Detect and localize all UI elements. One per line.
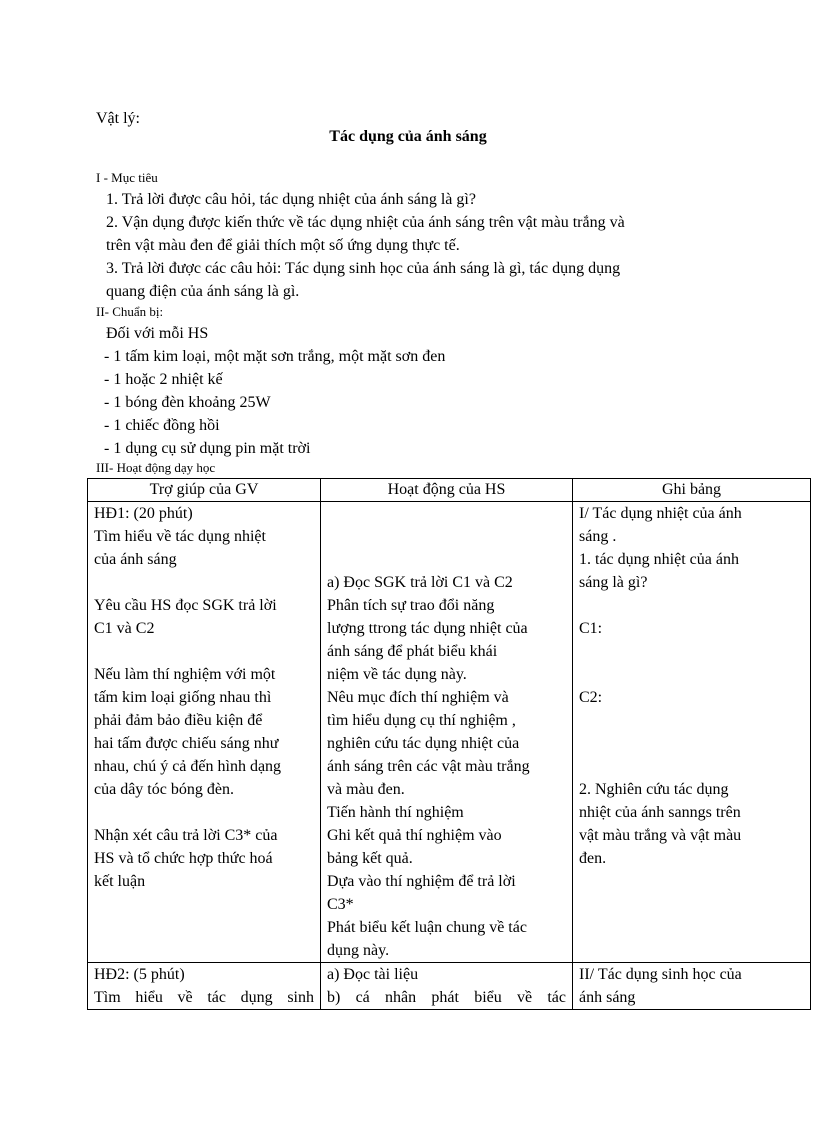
- row1-gb-spacer: [579, 732, 804, 755]
- row1-gv-line: C1 và C2: [94, 620, 155, 637]
- row1-gv-line: của dây tóc bóng đèn.: [94, 781, 234, 798]
- row1-gv-spacer: [94, 801, 314, 824]
- objective-line-1: 1. Trả lời được câu hỏi, tác dụng nhiệt của ánh sáng là gì?: [106, 191, 476, 208]
- header-gv: Trợ giúp của GV: [88, 479, 321, 502]
- row1-gv-line: nhau, chú ý cả đến hình dạng: [94, 758, 282, 775]
- row1-hs-line: ánh sáng để phát biểu khái: [327, 643, 498, 660]
- row1-hs-line: bảng kết quả.: [327, 850, 413, 867]
- prep-line-5: - 1 chiếc đồng hồi: [104, 417, 220, 434]
- row1-gv-spacer: [94, 571, 314, 594]
- row1-hs-line: và màu đen.: [327, 781, 405, 798]
- row1-gv-line: HS và tổ chức hợp thức hoá: [94, 850, 273, 867]
- prep-line-6: - 1 dụng cụ sử dụng pin mặt trời: [104, 440, 311, 457]
- objective-line-3: trên vật màu đen để giải thích một số ứng dụng thực tế.: [106, 237, 460, 254]
- row1-gv-line: Tìm hiểu về tác dụng nhiệt: [94, 528, 266, 545]
- row1-hs-spacer: [327, 502, 566, 525]
- row1-hs-line: Dựa vào thí nghiệm để trả lời: [327, 873, 516, 890]
- row1-hs-line: Phân tích sự trao đổi năng: [327, 597, 495, 614]
- header-gb: Ghi bảng: [573, 479, 811, 502]
- row2-gv-cell: [88, 963, 321, 1010]
- objective-line-5: quang điện của ánh sáng là gì.: [106, 283, 300, 300]
- row1-hs-line: Phát biểu kết luận chung về tác: [327, 919, 527, 936]
- prep-line-4: - 1 bóng đèn khoảng 25W: [104, 394, 271, 411]
- row1-gb-line: vật màu trắng và vật màu: [579, 827, 742, 844]
- row1-gv-spacer: [94, 640, 314, 663]
- objective-line-4: 3. Trả lời được các câu hỏi: Tác dụng sinh học của ánh sáng là gì, tác dụng dụng: [106, 260, 621, 277]
- row2-hs-line: b) cá nhân phát biểu về tác: [327, 989, 566, 1006]
- row1-gv-line: phải đảm bảo điều kiện để: [94, 712, 263, 729]
- row1-gb-line: C1:: [579, 620, 603, 637]
- row1-gb-line: C2:: [579, 689, 603, 706]
- row1-gb-cell: [573, 502, 811, 963]
- row2-gb-line: II/ Tác dụng sinh học của: [579, 966, 742, 983]
- row1-gb-line: sáng .: [579, 528, 617, 545]
- row1-gb-spacer: [579, 594, 804, 617]
- row1-hs-line: C3*: [327, 896, 354, 913]
- row1-gb-spacer: [579, 640, 804, 663]
- row1-gb-line: 2. Nghiên cứu tác dụng: [579, 781, 729, 798]
- row1-hs-line: tìm hiểu dụng cụ thí nghiệm ,: [327, 712, 516, 729]
- row2-gb-cell: [573, 963, 811, 1010]
- objective-line-2: 2. Vận dụng được kiến thức về tác dụng nhiệt của ánh sáng trên vật màu trắng và: [106, 214, 625, 231]
- row1-hs-line: a) Đọc SGK trả lời C1 và C2: [327, 574, 513, 591]
- section-1-heading: I - Mục tiêu: [96, 170, 158, 185]
- row1-hs-spacer: [327, 525, 566, 548]
- table-row: [88, 502, 811, 963]
- row1-hs-line: niệm về tác dụng này.: [327, 666, 467, 683]
- row1-gb-spacer: [579, 709, 804, 732]
- row1-gb-line: 1. tác dụng nhiệt của ánh: [579, 551, 739, 568]
- row1-gv-cell: [88, 502, 321, 963]
- row2-gb-line: ánh sáng: [579, 989, 636, 1006]
- row1-gv-line: HĐ1: (20 phút): [94, 505, 193, 522]
- row1-gv-line: Yêu cầu HS đọc SGK trả lời: [94, 597, 277, 614]
- prep-line-2: - 1 tấm kim loại, một mặt sơn trắng, một mặt sơn đen: [104, 348, 446, 365]
- row1-hs-line: Ghi kết quả thí nghiệm vào: [327, 827, 502, 844]
- header-hs: Hoạt động của HS: [321, 479, 573, 502]
- row1-hs-line: Tiến hành thí nghiệm: [327, 804, 464, 821]
- row1-hs-line: nghiên cứu tác dụng nhiệt của: [327, 735, 520, 752]
- row1-hs-line: ánh sáng trên các vật màu trắng: [327, 758, 530, 775]
- row1-gb-spacer: [579, 663, 804, 686]
- row1-gb-line: nhiệt của ánh sanngs trên: [579, 804, 741, 821]
- section-2-heading: II- Chuẩn bị:: [96, 304, 164, 319]
- row1-gb-line: sáng là gì?: [579, 574, 648, 591]
- row2-hs-cell: [321, 963, 573, 1010]
- row1-hs-line: dụng này.: [327, 942, 390, 959]
- row1-hs-line: Nêu mục đích thí nghiệm và: [327, 689, 509, 706]
- prep-line-3: - 1 hoặc 2 nhiệt kế: [104, 371, 223, 388]
- row1-gv-line: tấm kim loại giống nhau thì: [94, 689, 272, 706]
- row1-gv-line: Nếu làm thí nghiệm với một: [94, 666, 276, 683]
- row1-gb-line: I/ Tác dụng nhiệt của ánh: [579, 505, 742, 522]
- page-title: Tác dụng của ánh sáng: [329, 128, 487, 145]
- row1-gv-line: kết luận: [94, 873, 146, 890]
- row1-gv-line: của ánh sáng: [94, 551, 177, 568]
- row2-gv-line: Tìm hiểu về tác dụng sinh: [94, 989, 314, 1006]
- row2-hs-line: a) Đọc tài liệu: [327, 966, 419, 983]
- section-3-heading: III- Hoạt động dạy học: [96, 460, 216, 475]
- prep-line-1: Đối với mỗi HS: [106, 325, 209, 342]
- row1-hs-spacer: [327, 548, 566, 571]
- row1-gb-line: đen.: [579, 850, 607, 867]
- row1-hs-cell: [321, 502, 573, 963]
- row1-gv-line: hai tấm được chiếu sáng như: [94, 735, 279, 752]
- activity-table: [87, 478, 811, 1010]
- table-row: [88, 963, 811, 1010]
- row1-gv-line: Nhận xét câu trả lời C3* của: [94, 827, 278, 844]
- row1-hs-line: lượng ttrong tác dụng nhiệt của: [327, 620, 528, 637]
- row1-gb-spacer: [579, 755, 804, 778]
- row2-gv-line: HĐ2: (5 phút): [94, 966, 185, 983]
- table-header-row: [88, 479, 811, 502]
- subject-label: Vật lý:: [96, 110, 140, 127]
